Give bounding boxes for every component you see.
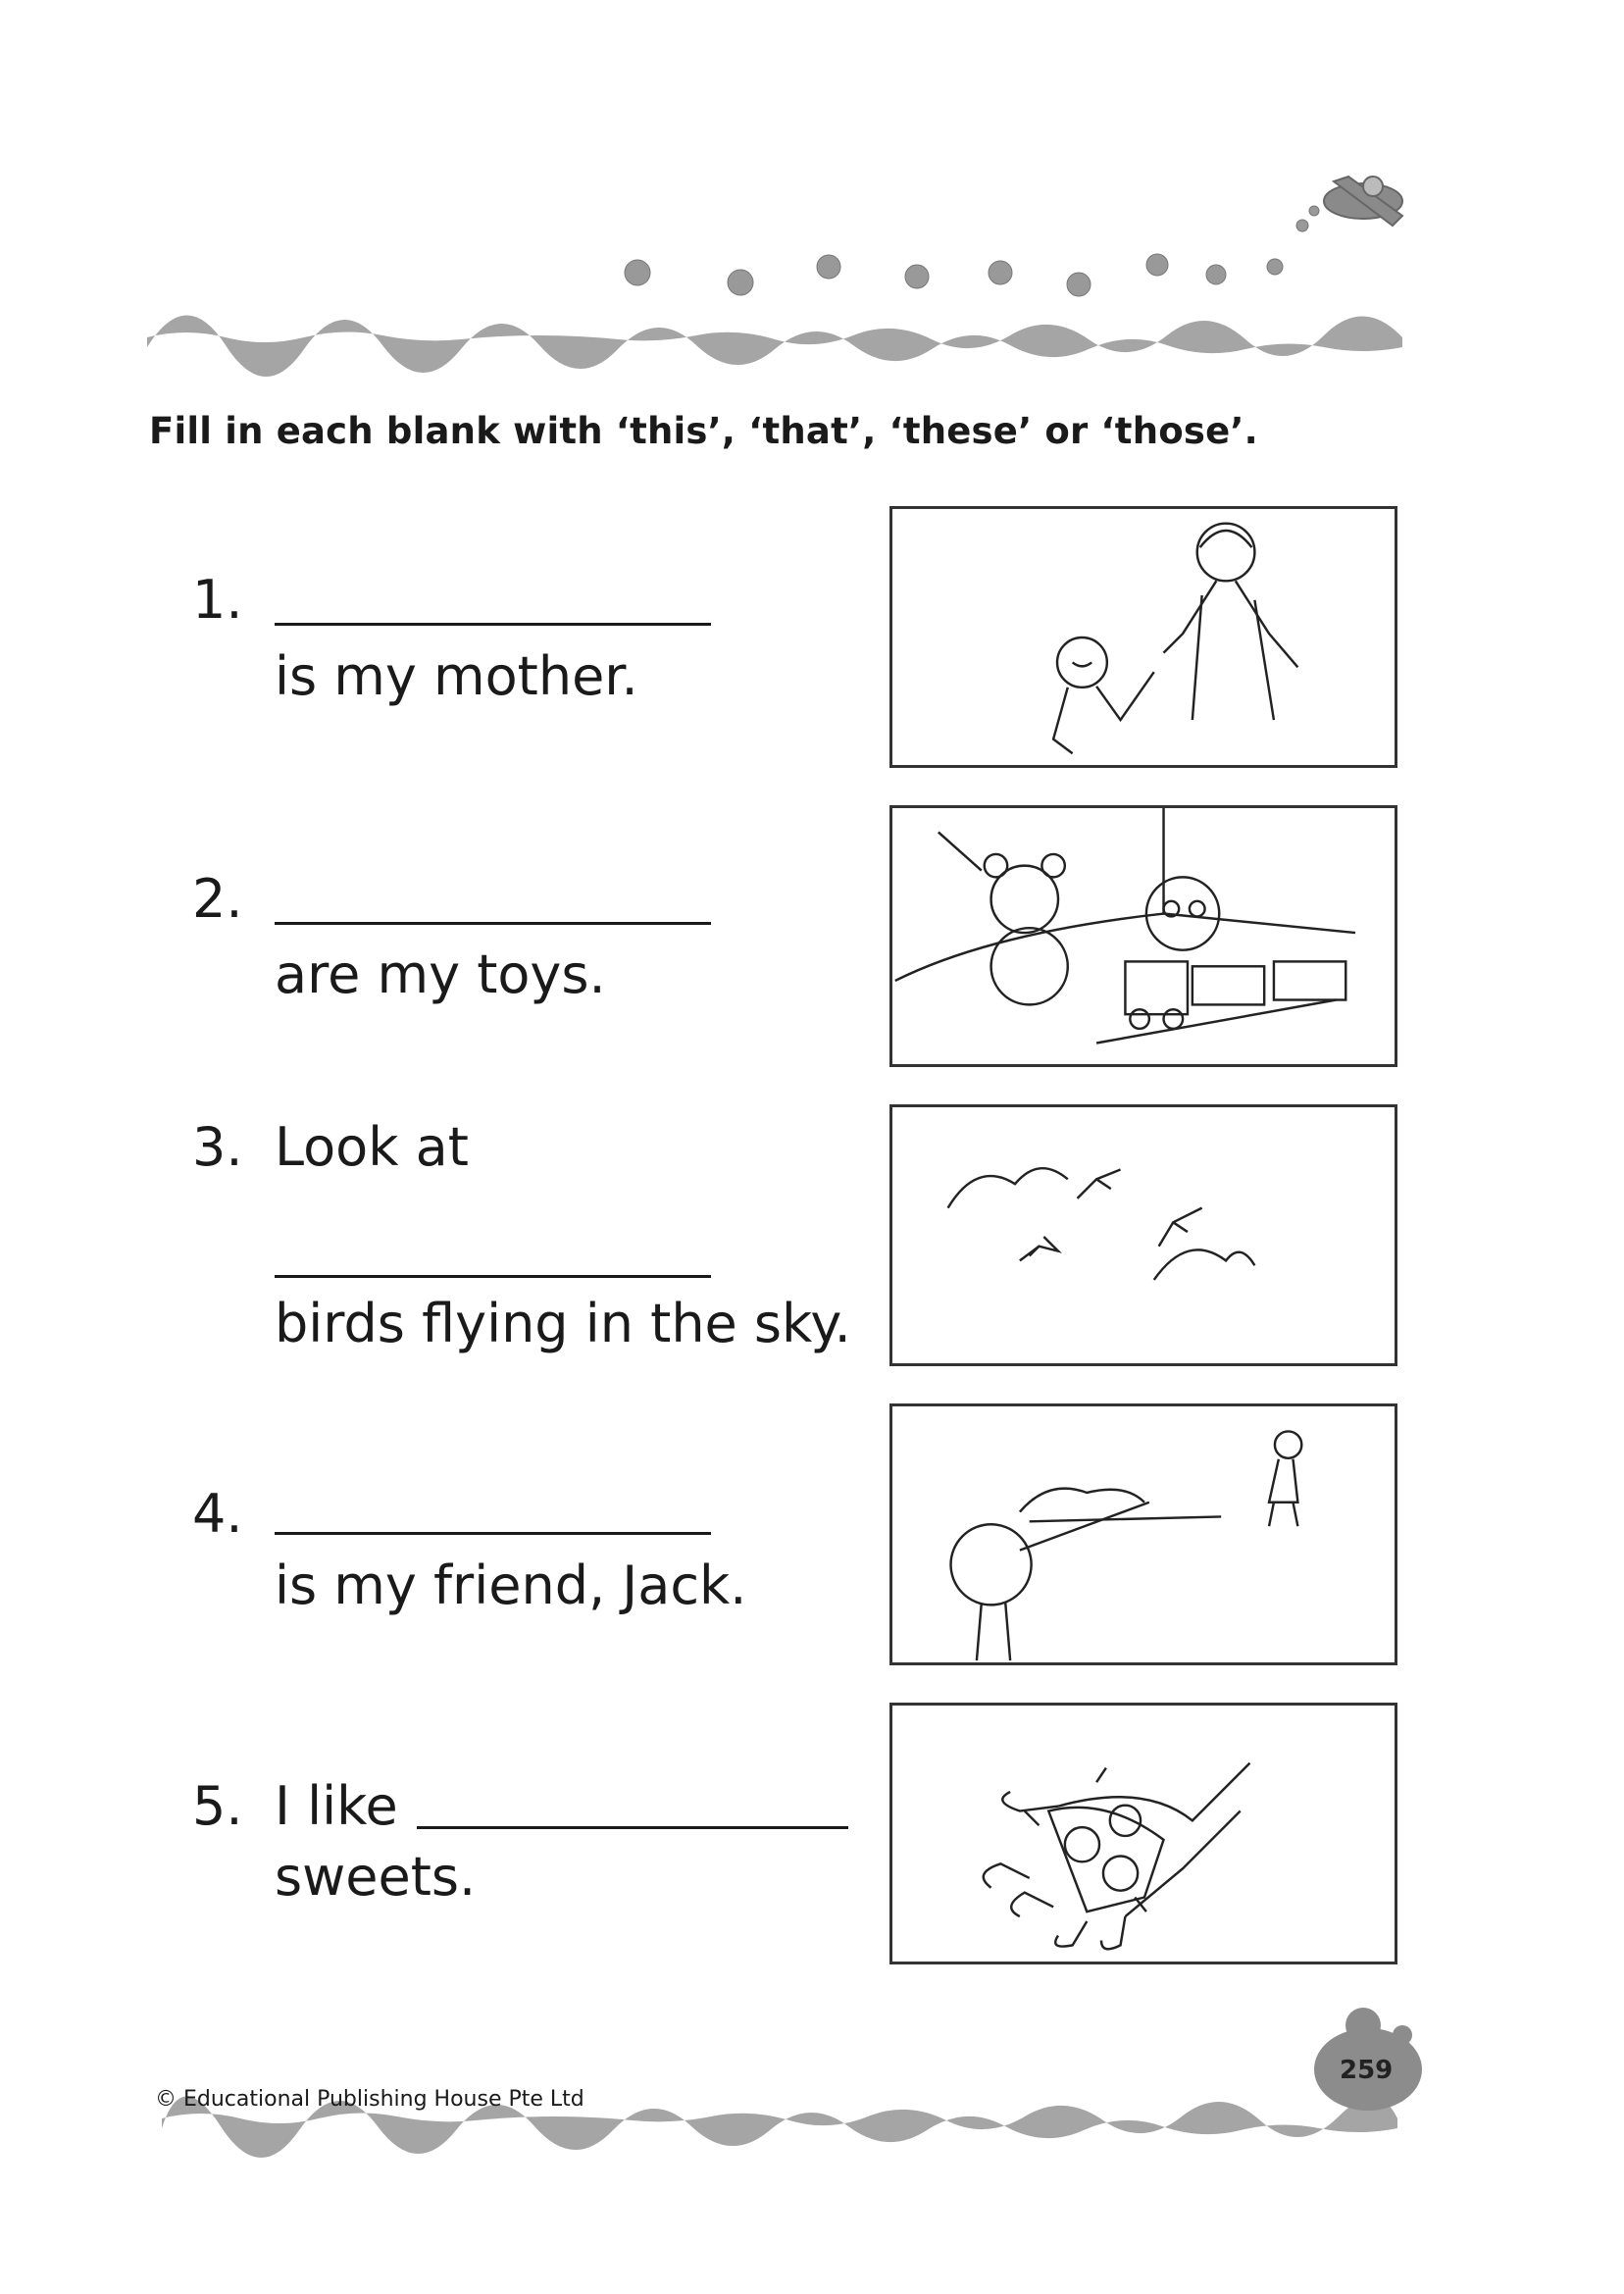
question-3-picture	[889, 1104, 1397, 1366]
toys-icon	[892, 808, 1395, 1064]
question-5-picture	[889, 1703, 1397, 1964]
question-2-blank[interactable]	[275, 922, 711, 925]
copyright-notice: © Educational Publishing House Pte Ltd	[155, 2087, 584, 2112]
question-4-text: is my friend, Jack.	[275, 1555, 747, 1616]
instruction: Fill in each blank with ‘this’, ‘that’, ‘these’ or ‘those’.	[149, 410, 1258, 452]
question-1-blank[interactable]	[275, 623, 711, 626]
airplane-icon	[1324, 177, 1402, 226]
question-3-text-before: Look at	[275, 1116, 469, 1178]
question-4-number: 4.	[192, 1483, 243, 1545]
question-4-blank[interactable]	[275, 1532, 711, 1535]
question-1-picture	[889, 506, 1397, 768]
pointing-at-friend-icon	[892, 1406, 1395, 1662]
question-2-picture	[889, 805, 1397, 1067]
sweets-in-hand-icon	[892, 1706, 1395, 1962]
question-1-number: 1.	[192, 569, 243, 631]
question-5-number: 5.	[192, 1775, 243, 1837]
question-3-blank[interactable]	[275, 1275, 711, 1278]
mother-and-child-icon	[892, 509, 1395, 765]
question-3-text-after: birds flying in the sky.	[275, 1293, 851, 1354]
question-5-text-after: sweets.	[275, 1846, 477, 1908]
question-5-blank[interactable]	[417, 1826, 848, 1829]
question-2-text: are my toys.	[275, 943, 606, 1005]
flower-trail-decoration	[588, 157, 1412, 314]
question-4-picture	[889, 1403, 1397, 1665]
question-2-number: 2.	[192, 868, 243, 930]
question-1-text: is my mother.	[275, 645, 638, 707]
page-number: 259	[1340, 2056, 1394, 2085]
question-5-text-before: I like	[275, 1775, 398, 1837]
top-divider	[147, 324, 1402, 357]
question-3-number: 3.	[192, 1116, 243, 1178]
birds-in-sky-icon	[892, 1107, 1395, 1363]
